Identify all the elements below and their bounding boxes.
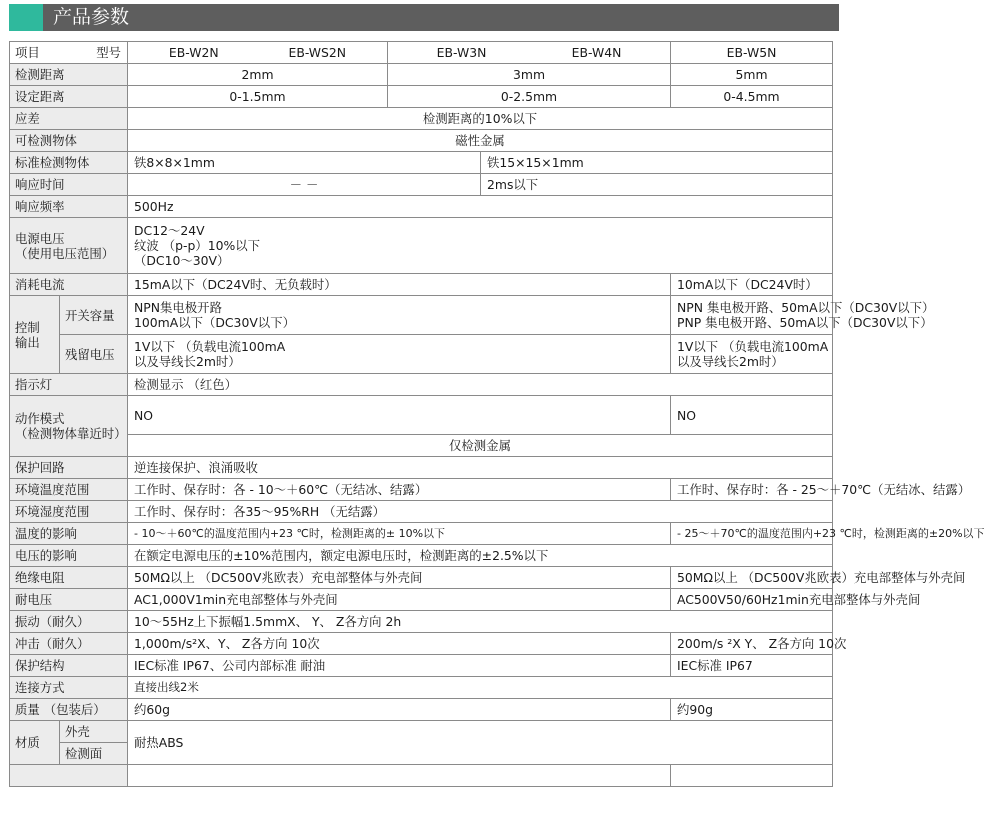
cell-value: 0-4.5mm xyxy=(671,86,833,108)
row-label: （检测物体靠近时） xyxy=(15,426,127,441)
cell-value: DC12～24V xyxy=(134,223,205,238)
cell-value: IEC标准 IP67、公司内部标准 耐油 xyxy=(128,655,671,677)
row-label: 耐电压 xyxy=(10,589,128,611)
table-row xyxy=(10,152,833,174)
empty-cell xyxy=(128,765,671,787)
row-label: 输出 xyxy=(15,334,40,350)
table-row xyxy=(10,108,833,130)
cell-value: 以及导线长2m时） xyxy=(134,354,241,369)
table-row xyxy=(10,435,833,457)
row-label: 温度的影响 xyxy=(10,523,128,545)
cell-value: 2ms以下 xyxy=(481,174,833,196)
cell-value: 约90g xyxy=(671,699,833,721)
cell-value: 铁15×15×1mm xyxy=(481,152,833,174)
cell-value: NPN集电极开路 xyxy=(134,300,222,315)
cell-value: 耐热ABS xyxy=(128,721,833,765)
table-row xyxy=(10,545,833,567)
residual-voltage-a xyxy=(128,335,671,374)
row-label: （使用电压范围） xyxy=(15,245,115,261)
table-row xyxy=(10,633,833,655)
cell-value: 15mA以下（DC24V时、无负载时） xyxy=(128,274,671,296)
cell-value: 工作时、保存时：各 - 25～＋70℃（无结冰、结露） xyxy=(671,479,833,501)
model-label: EB-W3N xyxy=(436,45,487,60)
row-label: 冲击（耐久） xyxy=(10,633,128,655)
residual-voltage-b xyxy=(671,335,833,374)
row-label: 质量 （包装后） xyxy=(10,699,128,721)
row-label: 开关容量 xyxy=(60,296,128,335)
cell-value: 磁性金属 xyxy=(128,130,833,152)
table-row xyxy=(10,589,833,611)
row-label: 连接方式 xyxy=(10,677,128,699)
cell-value: 以及导线长2m时） xyxy=(677,354,784,369)
table-row xyxy=(10,501,833,523)
switch-capacity-b xyxy=(671,296,935,335)
table-row xyxy=(10,479,833,501)
table-row xyxy=(10,457,833,479)
cell-value: AC500V50/60Hz1min充电部整体与外壳间 xyxy=(671,589,833,611)
table-row xyxy=(10,86,833,108)
row-label-supply-voltage xyxy=(10,218,128,274)
table-row xyxy=(10,396,833,435)
cell-value: 1V以下 （负载电流100mA xyxy=(677,339,829,354)
row-label: 环境湿度范围 xyxy=(10,501,128,523)
row-label: 电源电压 xyxy=(15,230,65,246)
corner-model-label: 型号 xyxy=(96,45,121,60)
cell-value: 5mm xyxy=(671,64,833,86)
row-label: 保护回路 xyxy=(10,457,128,479)
row-label: 可检测物体 xyxy=(10,130,128,152)
cell-value: 1,000m/s²X、Y、 Z各方向 10次 xyxy=(128,633,671,655)
cell-value: NPN 集电极开路、50mA以下（DC30V以下） xyxy=(677,300,935,315)
table-row xyxy=(10,567,833,589)
table-row xyxy=(10,196,833,218)
cell-value: NO xyxy=(671,396,833,435)
row-label: 动作模式 xyxy=(15,411,65,426)
table-row xyxy=(10,677,833,699)
cell-value: 500Hz xyxy=(128,196,833,218)
model-header-w3n-w4n xyxy=(388,42,671,64)
spec-table xyxy=(9,41,985,787)
row-label: 检测距离 xyxy=(10,64,128,86)
cell-value: PNP 集电极开路、50mA以下（DC30V以下） xyxy=(677,315,933,330)
cell-value: 逆连接保护、浪涌吸收 xyxy=(128,457,833,479)
table-row xyxy=(10,130,833,152)
table-row xyxy=(10,274,833,296)
cell-value: 3mm xyxy=(388,64,671,86)
table-row xyxy=(10,721,833,743)
model-label: EB-W5N xyxy=(726,45,777,60)
row-label: 保护结构 xyxy=(10,655,128,677)
corner-cell xyxy=(10,42,128,64)
model-label: EB-W2N xyxy=(168,45,219,60)
action-mode-label xyxy=(10,396,128,457)
row-label: 指示灯 xyxy=(10,374,128,396)
cell-value: 在额定电源电压的±10%范围内，额定电源电压时，检测距离的±2.5%以下 xyxy=(128,545,833,567)
section-title: 产品参数 xyxy=(53,6,130,28)
row-label: 环境温度范围 xyxy=(10,479,128,501)
cell-value: （DC10～30V） xyxy=(134,253,230,268)
table-row xyxy=(10,374,833,396)
table-row xyxy=(10,523,833,545)
row-label: 应差 xyxy=(10,108,128,130)
section-title-bar xyxy=(9,4,839,31)
model-header-w5n xyxy=(671,42,833,64)
cell-value: - 10～＋60℃的温度范围内+23 ℃时，检测距离的± 10%以下 xyxy=(128,523,671,545)
table-row xyxy=(10,174,833,196)
cell-value: 200m/s ²X Y、 Z各方向 10次 xyxy=(671,633,833,655)
cell-value: 检测距离的10%以下 xyxy=(128,108,833,130)
cell-value: NO xyxy=(128,396,671,435)
switch-capacity-a xyxy=(128,296,671,335)
row-label: 检测面 xyxy=(60,743,128,765)
table-row xyxy=(10,335,833,374)
row-label: 响应频率 xyxy=(10,196,128,218)
table-row xyxy=(10,699,833,721)
model-header-w2n-ws2n xyxy=(128,42,388,64)
row-label: 消耗电流 xyxy=(10,274,128,296)
cell-value: AC1,000V1min充电部整体与外壳间 xyxy=(128,589,671,611)
row-label: 设定距离 xyxy=(10,86,128,108)
cell-value: 工作时、保存时：各 - 10～＋60℃（无结冰、结露） xyxy=(128,479,671,501)
corner-item-label: 项目 xyxy=(15,45,40,60)
row-label: 响应时间 xyxy=(10,174,128,196)
empty-cell xyxy=(10,765,128,787)
cell-value: 约60g xyxy=(128,699,671,721)
cell-value: IEC标准 IP67 xyxy=(671,655,833,677)
cell-value: 50MΩ以上 （DC500V兆欧表）充电部整体与外壳间 xyxy=(671,567,833,589)
table-row xyxy=(10,64,833,86)
table-row xyxy=(10,655,833,677)
table-row xyxy=(10,611,833,633)
row-label: 残留电压 xyxy=(60,335,128,374)
model-label: EB-WS2N xyxy=(288,45,347,60)
row-label: 电压的影响 xyxy=(10,545,128,567)
supply-voltage-cell xyxy=(128,218,833,274)
table-row xyxy=(10,42,833,64)
cell-value: 铁8×8×1mm xyxy=(128,152,481,174)
cell-value: － － xyxy=(128,174,481,196)
empty-cell xyxy=(671,765,833,787)
cell-value: 纹波 （p-p）10%以下 xyxy=(134,238,261,253)
cell-value: 1V以下 （负载电流100mA xyxy=(134,339,286,354)
cell-value: 50MΩ以上 （DC500V兆欧表）充电部整体与外壳间 xyxy=(128,567,671,589)
cell-value: 2mm xyxy=(128,64,388,86)
cell-value: 直接出线2米 xyxy=(128,677,833,699)
cell-value: 10mA以下（DC24V时） xyxy=(671,274,833,296)
cell-value: 10～55Hz上下振幅1.5mmX、 Y、 Z各方向 2h xyxy=(128,611,833,633)
title-accent-block xyxy=(9,4,43,31)
cell-value: 工作时、保存时：各35～95%RH （无结露） xyxy=(128,501,833,523)
cell-value: - 25～＋70℃的温度范围内+23 ℃时，检测距离的±20%以下 xyxy=(671,523,833,545)
table-row xyxy=(10,296,833,335)
row-label: 绝缘电阻 xyxy=(10,567,128,589)
cell-value: 100mA以下（DC30V以下） xyxy=(134,315,295,330)
table-row xyxy=(10,218,833,274)
cell-value: 0-1.5mm xyxy=(128,86,388,108)
row-label: 振动（耐久） xyxy=(10,611,128,633)
cell-value: 仅检测金属 xyxy=(128,435,833,457)
row-label: 标准检测物体 xyxy=(10,152,128,174)
control-output-label xyxy=(10,296,60,374)
model-label: EB-W4N xyxy=(571,45,622,60)
table-row xyxy=(10,765,833,787)
row-label: 外壳 xyxy=(60,721,128,743)
row-label: 控制 xyxy=(15,319,40,335)
cell-value: 检测显示 （红色） xyxy=(128,374,833,396)
cell-value: 0-2.5mm xyxy=(388,86,671,108)
row-label: 材质 xyxy=(10,721,60,765)
